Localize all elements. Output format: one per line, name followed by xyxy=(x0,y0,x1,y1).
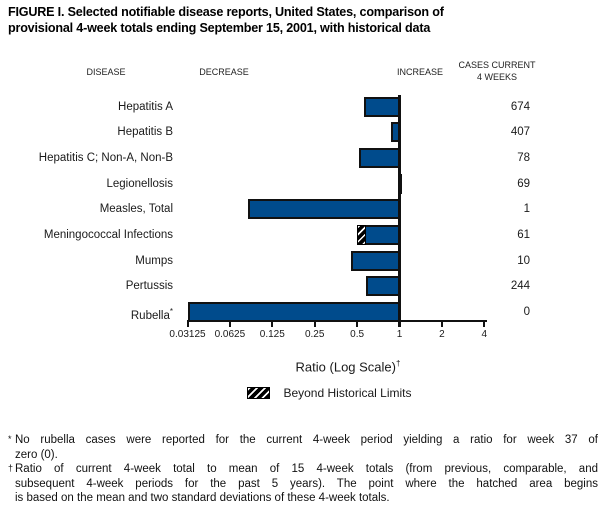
ratio-1-baseline xyxy=(398,95,401,327)
rubella-asterisk: * xyxy=(169,306,173,316)
cases-value: 0 xyxy=(523,305,530,318)
figure-title-line1: FIGURE I. Selected notifiable disease reports, United States, comparison of xyxy=(8,5,444,19)
footnote-line: subsequent 4-week periods for the past 5 years). The point where the hatched area begins xyxy=(15,477,598,490)
figure-title-line2: provisional 4-week totals ending September 15, 2001, with historical data xyxy=(8,20,431,35)
x-axis-label-text: Ratio (Log Scale) xyxy=(295,359,396,375)
axis-tick xyxy=(356,322,358,327)
ratio-bar xyxy=(366,276,400,296)
column-header-cases xyxy=(447,60,547,83)
x-axis-label xyxy=(248,359,448,374)
axis-tick xyxy=(187,322,189,327)
cases-value: 244 xyxy=(510,280,530,293)
footnote-rubella xyxy=(8,433,598,462)
ratio-bar xyxy=(248,199,401,219)
axis-tick-label: 0.25 xyxy=(304,329,325,340)
footnote-line: is based on the mean and two standard deviations of these 4-week totals. xyxy=(15,492,390,505)
x-axis-label-dagger: † xyxy=(396,359,401,368)
ratio-bar xyxy=(364,97,400,117)
disease-label: Hepatitis A xyxy=(118,100,173,113)
footnote-line: zero (0). xyxy=(15,448,58,461)
axis-tick-label: 0.0625 xyxy=(214,329,246,340)
cases-value: 61 xyxy=(517,229,530,241)
x-axis-line xyxy=(187,320,487,323)
ratio-bar xyxy=(351,251,401,271)
axis-tick xyxy=(483,322,485,327)
footnote-ratio-definition xyxy=(8,462,598,506)
cases-value: 674 xyxy=(510,100,530,113)
disease-label: Legionellosis xyxy=(106,177,173,190)
cases-value: 78 xyxy=(517,152,530,165)
column-header-cases-line1: CASES CURRENT xyxy=(458,60,536,70)
disease-label: Pertussis xyxy=(125,280,173,293)
axis-tick xyxy=(229,322,231,327)
footnote-marker-dagger: † xyxy=(8,463,14,474)
disease-label: Measles, Total xyxy=(99,203,173,216)
axis-tick xyxy=(271,322,273,327)
axis-tick xyxy=(441,322,443,327)
footnote-line: Ratio of current 4-week total to mean of 15 4-week totals (from previous, comparable, and xyxy=(15,463,598,476)
axis-tick-label: 2 xyxy=(439,329,445,340)
disease-label: Meningococcal Infections xyxy=(43,229,173,241)
cases-value: 1 xyxy=(523,203,530,216)
axis-tick xyxy=(314,322,316,327)
legend xyxy=(247,384,412,398)
axis-tick-label: 0.03125 xyxy=(169,329,206,340)
axis-tick-label: 0.125 xyxy=(259,329,285,340)
column-header-cases-line2: 4 WEEKS xyxy=(476,71,517,82)
beyond-historical-limits-hatch-icon xyxy=(247,387,270,399)
column-header-disease: DISEASE xyxy=(86,67,126,77)
disease-label: Hepatitis C; Non-A, Non-B xyxy=(38,152,173,165)
cases-value: 69 xyxy=(517,177,530,190)
footnotes xyxy=(8,433,598,506)
figure-title xyxy=(8,5,444,36)
beyond-historical-limits-region xyxy=(357,225,366,245)
footnote-line: No rubella cases were reported for the current 4-week period yielding a ratio for week 37 of xyxy=(15,434,598,446)
column-header-decrease: DECREASE xyxy=(199,67,249,77)
cases-value: 407 xyxy=(510,126,530,139)
axis-tick-label: 1 xyxy=(396,329,403,340)
disease-label: Hepatitis B xyxy=(117,126,173,139)
footnote-marker-asterisk: * xyxy=(8,434,12,444)
column-header-increase: INCREASE xyxy=(396,67,443,77)
disease-label: Rubella* xyxy=(130,306,173,322)
axis-tick-label: 4 xyxy=(481,329,488,340)
axis-tick-label: 0.5 xyxy=(350,329,365,340)
disease-label: Mumps xyxy=(135,254,173,267)
ratio-bar xyxy=(359,148,400,168)
cases-value: 10 xyxy=(517,254,530,267)
legend-label: Beyond Historical Limits xyxy=(283,385,412,400)
